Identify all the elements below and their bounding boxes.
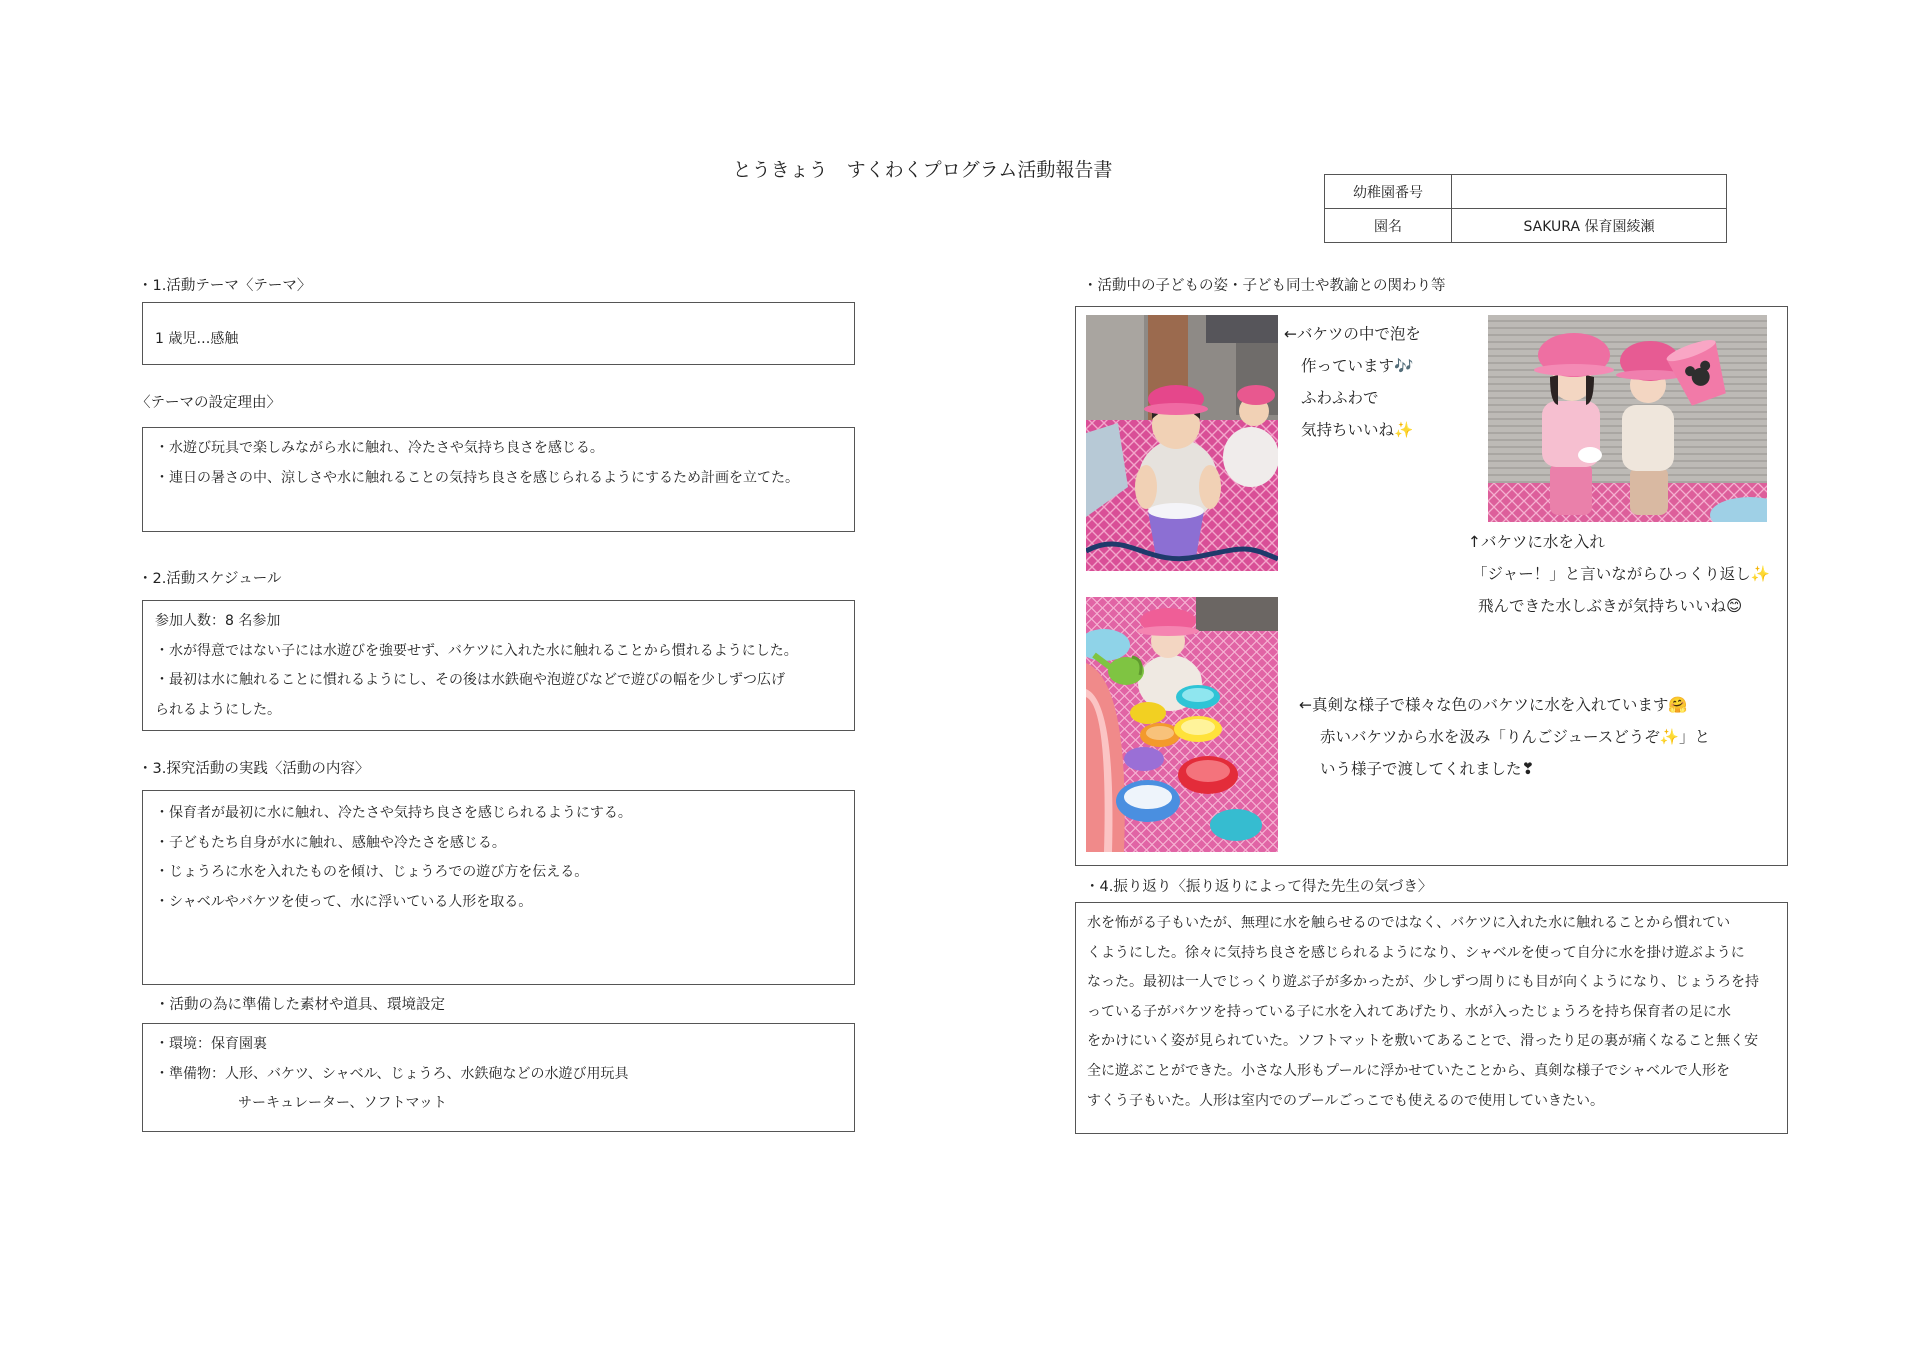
caption-line: 作っています🎶 xyxy=(1301,357,1414,375)
observations-heading: ・活動中の子どもの姿・子ども同士や教諭との関わり等 xyxy=(1083,278,1446,294)
photo-bubbles-in-bucket xyxy=(1086,315,1278,571)
caption-line: 飛んできた水しぶきが気持ちいいね😊 xyxy=(1478,597,1743,615)
kindergarten-number-value xyxy=(1452,175,1727,209)
reflection-heading: ・4.振り返り〈振り返りによって得た先生の気づき〉 xyxy=(1085,879,1433,895)
reason-heading: 〈テーマの設定理由〉 xyxy=(136,395,281,411)
practice-line: ・シャベルやバケツを使って、水に浮いている人形を取る。 xyxy=(155,893,533,910)
schedule-heading: ・2.活動スケジュール xyxy=(138,571,282,587)
info-row-name xyxy=(1325,209,1727,243)
photo-pouring-image xyxy=(1488,315,1767,522)
kindergarten-info-table xyxy=(1324,174,1727,243)
schedule-line: ・最初は水に触れることに慣れるようにし、その後は水鉄砲や泡遊びなどで遊びの幅を少しずつ広げ xyxy=(155,672,785,689)
reflection-line: をかけにいく姿が見られていた。ソフトマットを敷いてあることで、滑ったり足の裏が痛くなること無く安 xyxy=(1087,1033,1759,1050)
info-row-number xyxy=(1325,175,1727,209)
reason-line: ・水遊び玩具で楽しみながら水に触れ、冷たさや気持ち良さを感じる。 xyxy=(155,440,604,456)
practice-line: ・保育者が最初に水に触れ、冷たさや気持ち良さを感じられるようにする。 xyxy=(155,805,632,821)
caption-line: 「ジャー！」と言いながらひっくり返し✨ xyxy=(1472,565,1770,583)
caption-line: ←真剣な様子で様々な色のバケツに水を入れています🤗 xyxy=(1299,696,1688,714)
theme-heading: ・1.活動テーマ〈テーマ〉 xyxy=(138,278,312,294)
theme-box xyxy=(142,302,855,365)
caption-line: ←バケツの中で泡を xyxy=(1284,325,1421,343)
page-title: とうきょう すくわくプログラム活動報告書 xyxy=(732,159,1113,181)
photo-pouring-bucket xyxy=(1488,315,1767,522)
reflection-line: っている子がバケツを持っている子に水を入れてあげたり、水が入ったじょうろを持ち保育者の足に水 xyxy=(1087,1003,1731,1020)
caption-line: 気持ちいいね✨ xyxy=(1301,421,1414,439)
schedule-line: 参加人数：8 名参加 xyxy=(155,613,281,629)
schedule-line: ・水が得意ではない子には水遊びを強要せず、バケツに入れた水に触れることから慣れるようにした。 xyxy=(155,642,798,659)
caption-pouring xyxy=(1468,526,1770,622)
caption-line: ふわふわで xyxy=(1301,389,1379,407)
reflection-line: なった。最初は一人でじっくり遊ぶ子が多かったが、少しずつ周りにも目が向くようになり、じょうろを持 xyxy=(1087,974,1759,991)
reflection-line: くようにした。徐々に気持ち良さを感じられるようになり、シャベルを使って自分に水を掛け遊ぶように xyxy=(1087,944,1745,961)
materials-box xyxy=(142,1023,855,1132)
practice-line: ・じょうろに水を入れたものを傾け、じょうろでの遊び方を伝える。 xyxy=(155,864,589,881)
materials-line: ・環境：保育園裏 xyxy=(155,1036,267,1052)
caption-bubbles xyxy=(1284,318,1421,446)
materials-line: ・準備物：人形、バケツ、シャベル、じょうろ、水鉄砲などの水遊び用玩具 xyxy=(155,1065,629,1082)
reflection-box xyxy=(1075,902,1788,1134)
caption-line: ↑バケツに水を入れ xyxy=(1468,533,1605,551)
kindergarten-name-label: 園名 xyxy=(1325,209,1452,243)
background-wall xyxy=(1196,597,1278,631)
reflection-line: 全に遊ぶことができた。小さな人形もプールに浮かせていたことから、真剣な様子でシャベルで人形を xyxy=(1087,1062,1731,1079)
reason-line: ・連日の暑さの中、涼しさや水に触れることの気持ち良さを感じられるようにするため計画を立てた。 xyxy=(155,469,799,486)
caption-line: 赤いバケツから水を汲み「りんごジュースどうぞ✨」と xyxy=(1320,728,1711,746)
photo-buckets-image xyxy=(1086,597,1278,852)
schedule-line: られるようにした。 xyxy=(155,701,281,718)
reason-box xyxy=(142,427,855,532)
practice-box xyxy=(142,790,855,985)
caption-line: いう様子で渡してくれました❣ xyxy=(1320,760,1535,778)
caption-buckets xyxy=(1299,689,1710,785)
photo-bubbles-image xyxy=(1086,315,1278,571)
reflection-line: 水を怖がる子もいたが、無理に水を触らせるのではなく、バケツに入れた水に触れることから慣れてい xyxy=(1087,915,1731,931)
theme-line: 1 歳児…感触 xyxy=(155,331,239,347)
kindergarten-number-label: 幼稚園番号 xyxy=(1325,175,1452,209)
reflection-line: すくう子もいた。人形は室内でのプールごっこでも使えるので使用していきたい。 xyxy=(1087,1092,1605,1109)
materials-line: サーキュレーター、ソフトマット xyxy=(238,1095,447,1112)
purple-bucket xyxy=(1148,503,1204,557)
materials-heading: ・活動の為に準備した素材や道具、環境設定 xyxy=(155,997,445,1013)
photo-colorful-buckets xyxy=(1086,597,1278,852)
practice-heading: ・3.探究活動の実践〈活動の内容〉 xyxy=(138,761,370,777)
practice-line: ・子どもたち自身が水に触れ、感触や冷たさを感じる。 xyxy=(155,834,506,851)
schedule-box xyxy=(142,600,855,731)
kindergarten-name-value: SAKURA 保育園綾瀬 xyxy=(1452,209,1727,243)
